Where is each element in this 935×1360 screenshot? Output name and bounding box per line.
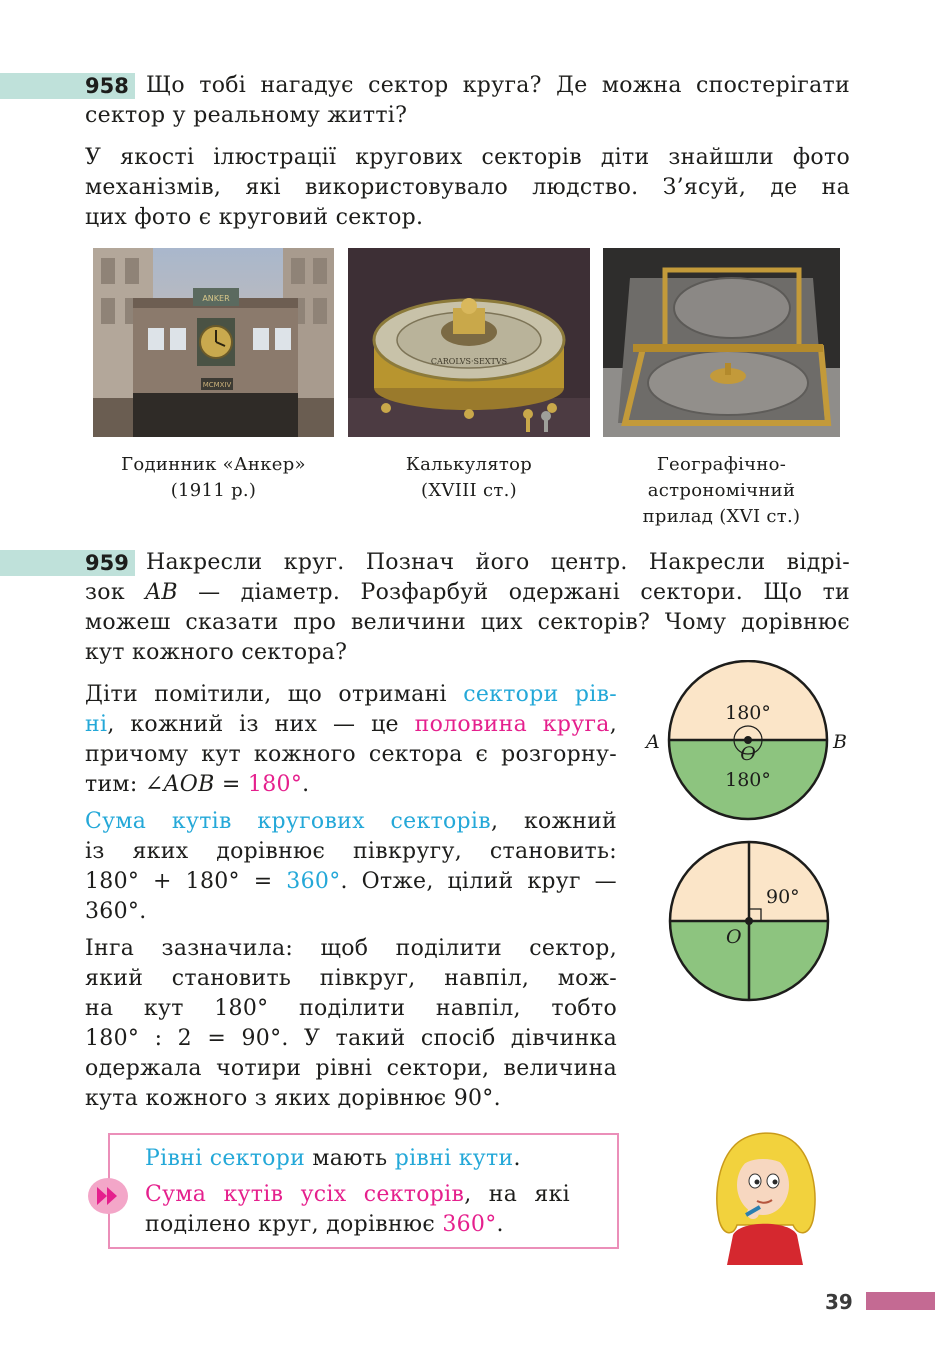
- right-angle-label: 90°: [766, 886, 800, 908]
- diagram-circle-quarters: [660, 836, 840, 1006]
- caption-instrument-line1: Географічно-: [656, 454, 787, 475]
- body-a-line1: Діти помітили, що отримані сектори рів-: [85, 682, 618, 707]
- calculator-engraving: CAROLVS·SEXTVS: [430, 357, 508, 366]
- body-b-line2: із яких дорівнює півкругу, становить:: [85, 839, 617, 864]
- point-o-label: O: [740, 743, 756, 765]
- rule-line1: Рівні сектори мають рівні кути.: [145, 1146, 521, 1171]
- body-b-line1: Сума кутів кругових секторів, кожний: [85, 809, 617, 834]
- body-c-line2: який становить півкруг, навпіл, мож-: [85, 966, 617, 991]
- body-a-line2: ні, кожний із них — це половина круга,: [85, 712, 617, 737]
- exercise-959-line4: кут кожного сектора?: [85, 640, 348, 665]
- body-a-line4: тим: ∠AOB = 180°.: [85, 772, 310, 797]
- point-a-label: A: [646, 731, 660, 753]
- exercise-959-line3: можеш сказати про величини цих секторів? Чому дорівнює: [85, 610, 850, 635]
- angle-label-top: 180°: [725, 702, 771, 724]
- body-c-line3: на кут 180° поділити навпіл, тобто: [85, 996, 617, 1021]
- point-b-label: B: [833, 731, 847, 753]
- exercise-number-959: 959: [85, 551, 129, 575]
- girl-illustration: [705, 1125, 825, 1265]
- exercise-958-text-line3: цих фото є круговий сектор.: [85, 205, 424, 230]
- caption-anker-line2: (1911 р.): [170, 480, 257, 501]
- body-c-line1: Інга зазначила: щоб поділити сектор,: [85, 936, 617, 961]
- photo-anker-clock: [93, 248, 334, 437]
- caption-instrument-line3: прилад (XVI ст.): [642, 506, 801, 527]
- body-c-line4: 180° : 2 = 90°. У такий спосіб дівчинка: [85, 1026, 617, 1051]
- photo-calculator: [348, 248, 590, 437]
- page-number: 39: [825, 1290, 853, 1314]
- caption-anker-line1: Годинник «Анкер»: [121, 454, 306, 475]
- caption-calculator-line2: (XVIII ст.): [421, 480, 517, 501]
- anker-plate: MCMXIV: [202, 381, 232, 389]
- body-b-line4: 360°.: [85, 899, 147, 924]
- caption-instrument-line2: астрономічний: [647, 480, 796, 501]
- exercise-958-text-line2: механізмів, які використовувало людство. З’ясуй, де на: [85, 175, 850, 200]
- body-a-line3: причому кут кожного сектора є розгорну-: [85, 742, 617, 767]
- angle-label-bottom: 180°: [725, 769, 771, 791]
- body-b-line3: 180° + 180° = 360°. Отже, цілий круг —: [85, 869, 617, 894]
- rule-line3: поділено круг, дорівнює 360°.: [145, 1212, 504, 1237]
- exercise-958-question-line1: Що тобі нагадує сектор круга? Де можна спостерігати: [146, 73, 850, 98]
- photo-astronomical-instrument: [603, 248, 840, 437]
- page-number-bar: [866, 1292, 935, 1310]
- diagram-circle-diameter: [640, 660, 855, 825]
- exercise-958-question-line2: сектор у реальному житті?: [85, 103, 408, 128]
- exercise-958-text-line1: У якості ілюстрації кругових секторів діти знайшли фото: [85, 145, 850, 170]
- fast-forward-icon: [86, 1176, 130, 1216]
- exercise-959-line1: Накресли круг. Познач його центр. Накресли відрі-: [146, 550, 850, 575]
- body-c-line6: кута кожного з яких дорівнює 90°.: [85, 1086, 501, 1111]
- anker-sign: ANKER: [202, 294, 230, 303]
- exercise-number-958: 958: [85, 74, 129, 98]
- caption-calculator-line1: Калькулятор: [405, 454, 533, 475]
- exercise-959-line2: зок AB — діаметр. Розфарбуй одержані сектори. Що ти: [85, 580, 850, 605]
- point-o-label: O: [726, 926, 742, 948]
- rule-line2: Сума кутів усіх секторів, на які: [145, 1182, 570, 1207]
- body-c-line5: одержала чотири рівні сектори, величина: [85, 1056, 617, 1081]
